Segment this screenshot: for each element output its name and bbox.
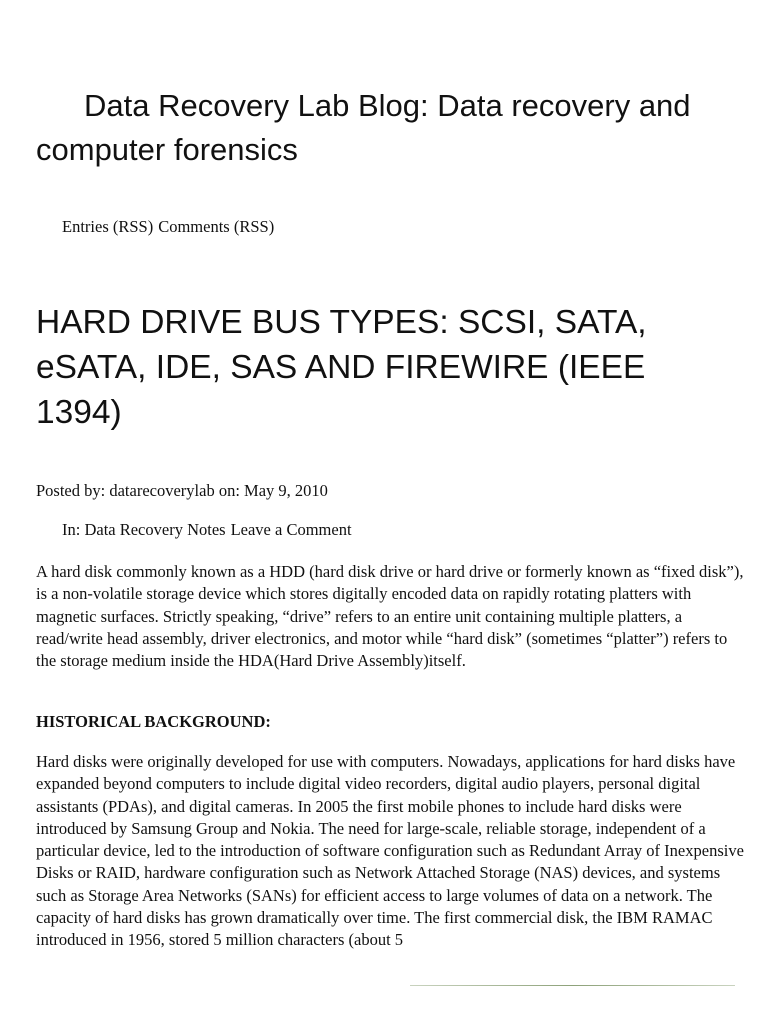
comments-rss-link[interactable]: Comments (RSS) xyxy=(158,217,275,236)
post-paragraph-history: Hard disks were originally developed for use with computers. Nowadays, applications for hard disks have expanded beyond computers to include digital video recorders, digital audio players, personal digital assistants (PDAs), and digital cameras. In 2005 the first mobile phones to include hard disks were introduced by Samsung Group and Nokia. The need for large-scale, reliable storage, independent of a particular device, led to the introduction of software configuration such as Redundant Array of Inexpensive Disks or RAID, hardware configuration such as Network Attached Storage (NAS) devices, and systems such as Storage Area Networks (SANs) for efficient access to large volumes of data on a network. The capacity of hard disks has grown dramatically over time. The first commercial disk, the IBM RAMAC introduced in 1956, stored 5 million characters (about 5 xyxy=(36,752,744,950)
post-category[interactable]: In: Data Recovery Notes xyxy=(62,520,226,539)
post-paragraph-intro: A hard disk commonly known as a HDD (hard disk drive or hard drive or formerly known as “fixed disk”), is a non-volatile storage device which stores digitally encoded data on rapidly rotating platters with magnetic surfaces. Strictly speaking, “drive” refers to an entire unit containing multiple platters, a read/write head assembly, driver electronics, and motor while “hard disk” (sometimes “platter”) refers to the storage medium inside the HDA(Hard Drive Assembly)itself. xyxy=(36,562,744,671)
post-meta xyxy=(62,519,352,541)
entries-rss-link[interactable]: Entries (RSS) xyxy=(62,217,154,236)
blog-title[interactable]: Data Recovery Lab Blog: Data recovery and computer forensics xyxy=(36,88,691,167)
divider-rule xyxy=(410,985,735,986)
post-byline: Posted by: datarecoverylab on: May 9, 2010 xyxy=(36,481,328,500)
leave-comment-link[interactable]: Leave a Comment xyxy=(230,520,352,539)
section-heading: HISTORICAL BACKGROUND: xyxy=(36,712,271,731)
post-title[interactable]: HARD DRIVE BUS TYPES: SCSI, SATA, eSATA, IDE, SAS AND FIREWIRE (IEEE 1394) xyxy=(36,304,647,431)
feed-links xyxy=(62,216,274,238)
